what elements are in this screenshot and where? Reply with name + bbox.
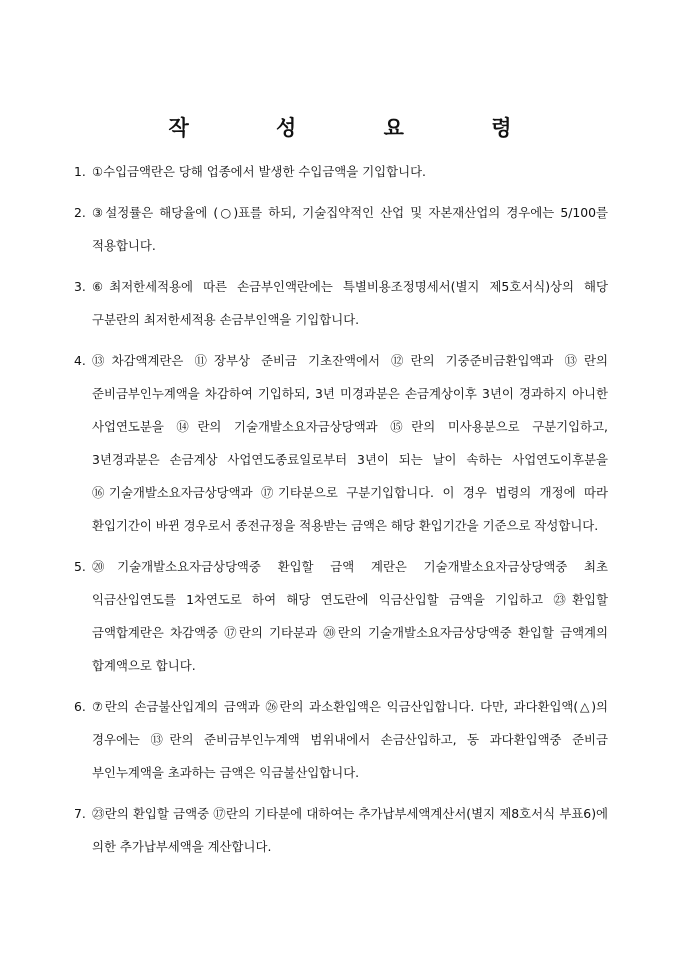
item-number: 5.	[74, 559, 86, 574]
item-text: ③설정률은 해당율에 (○)표를 하되, 기술집약적인 산업 및 자본재산업의 경우에는 5/100를 적용합니다.	[92, 205, 608, 253]
item-number: 2.	[74, 205, 86, 220]
instruction-list	[74, 155, 608, 871]
item-text: ㉓란의 환입할 금액중 ⑰란의 기타분에 대하여는 추가납부세액계산서(별지 제8호서식 부표6)에 의한 추가납부세액을 계산합니다.	[92, 806, 608, 854]
instruction-item-4	[74, 344, 608, 542]
item-text: ⑥최저한세적용에 따른 손금부인액란에는 특별비용조정명세서(별지 제5호서식)상의 해당 구분란의 최저한세적용 손금부인액을 기입합니다.	[92, 279, 608, 327]
item-number: 4.	[74, 353, 86, 368]
instruction-item-5	[74, 550, 608, 682]
instruction-item-3	[74, 270, 608, 336]
instruction-item-7	[74, 797, 608, 863]
instruction-item-6	[74, 690, 608, 789]
item-text: ①수입금액란은 당해 업종에서 발생한 수입금액을 기입합니다.	[92, 164, 426, 179]
instruction-item-1	[74, 155, 608, 188]
item-text: ⑬차감액계란은 ⑪장부상 준비금 기초잔액에서 ⑫란의 기중준비금환입액과 ⑬란의 준비금부인누계액을 차감하여 기입하되, 3년 미경과분은 손금계상이후 3년이 경과하지 아니한 사업연도분을 ⑭란의 기술개발소요자금상당액과 ⑮란의 미사용분으로 구분기입하고, 3년경과분은 손금계상 사업연도종료일로부터 3년이 되는 날이 속하는 사업연도이후분을 ⑯기술개발소요자금상당액과 ⑰기타분으로 구분기입합니다. 이 경우 법령의 개정에 따라 환입기간이 바뀐 경우로서 종전규정을 적용받는 금액은 해당 환입기간을 기준으로 작성합니다.	[92, 353, 608, 533]
item-text: ⑦란의 손금불산입계의 금액과 ㉖란의 과소환입액은 익금산입합니다. 다만, 과다환입액(△)의 경우에는 ⑬란의 준비금부인누계액 범위내에서 손금산입하고, 동 과다환입액중 준비금 부인누계액을 초과하는 금액은 익금불산입합니다.	[92, 699, 608, 780]
item-number: 7.	[74, 806, 86, 821]
instruction-item-2	[74, 196, 608, 262]
item-number: 6.	[74, 699, 86, 714]
item-number: 3.	[74, 279, 86, 294]
item-text: ⑳기술개발소요자금상당액중 환입할 금액 계란은 기술개발소요자금상당액중 최초 익금산입연도를 1차연도로 하여 해당 연도란에 익금산입할 금액을 기입하고 ㉓환입할 금액합계란은 차감액중 ⑰란의 기타분과 ⑳란의 기술개발소요자금상당액중 환입할 금액계의 합계액으로 합니다.	[92, 559, 608, 673]
document-title: 작 성 요 령	[168, 116, 552, 140]
item-number: 1.	[74, 164, 86, 179]
